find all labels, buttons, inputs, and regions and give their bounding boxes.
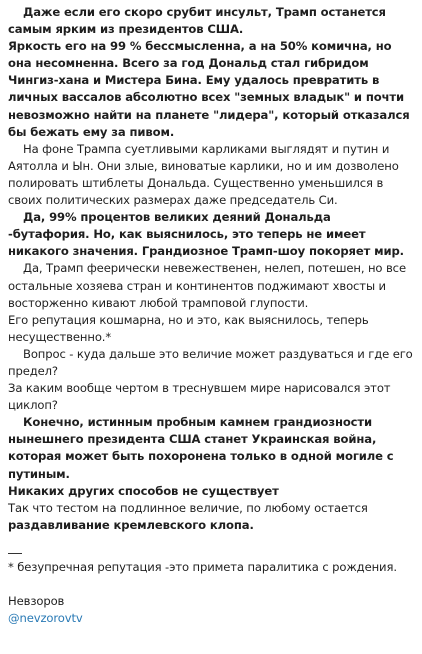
paragraph-12: раздавливание кремлевского клопа. xyxy=(8,517,254,532)
channel-link[interactable]: @nevzorovtv xyxy=(8,611,83,626)
paragraph-9: Конечно, истинным пробным камнем грандиозности нынешнего президента США станет Украинская война, которая может быть похоронена только в одной могиле с путиным. xyxy=(8,415,394,481)
paragraph-10: Никаких других способов не существует xyxy=(8,483,279,498)
paragraph-7: Вопрос - куда дальше это величие может раздуваться и где его предел? xyxy=(8,346,413,378)
paragraph-2: Яркость его на 99 % бессмысленна, а на 50% комична, но она несомненна. Всего за год Дональд стал гибридом Чингиз-хана и Мистера Бина. Ему удалось превратить в личных вассалов абсолютно всех "земных владык" и почти невозможно найти на планете "лидера", который отказался бы бежать ему за пивом. xyxy=(8,39,410,139)
footnote-separator xyxy=(8,553,22,554)
paragraph-4: Да, 99% процентов великих деяний Дональда -бутафория. Но, как выяснилось, это теперь не имеет никакого значения. Грандиозное Трамп-шоу покоряет мир. xyxy=(8,210,404,259)
paragraph-11: Так что тестом на подлинное величие, по любому остается xyxy=(8,500,368,515)
paragraph-5: Да, Трамп феерически невежественен, нелеп, потешен, но все остальные хозяева стран и континентов поджимают хвосты и восторженно кивают любой трамповой глупости. xyxy=(8,261,406,310)
paragraph-3: На фоне Трампа суетливыми карликами выглядят и путин и Аятолла и Ын. Они злые, виноватые карлики, но и им дозволено полировать штиблеты Дональда. Существенно уменьшился в своих политических размерах даже председатель Си. xyxy=(8,141,399,208)
footnote: * безупречная репутация -это примета паралитика с рождения. xyxy=(8,559,397,574)
author-signature: Невзоров xyxy=(8,594,65,608)
paragraph-8: За каким вообще чертом в треснувшем мире нарисовался этот циклоп? xyxy=(8,381,391,413)
paragraph-6: Его репутация кошмарна, но и это, как выяснилось, теперь несущественно.* xyxy=(8,312,369,344)
paragraph-1: Даже если его скоро срубит инсульт, Трамп останется самым ярким из президентов США. xyxy=(8,5,386,37)
